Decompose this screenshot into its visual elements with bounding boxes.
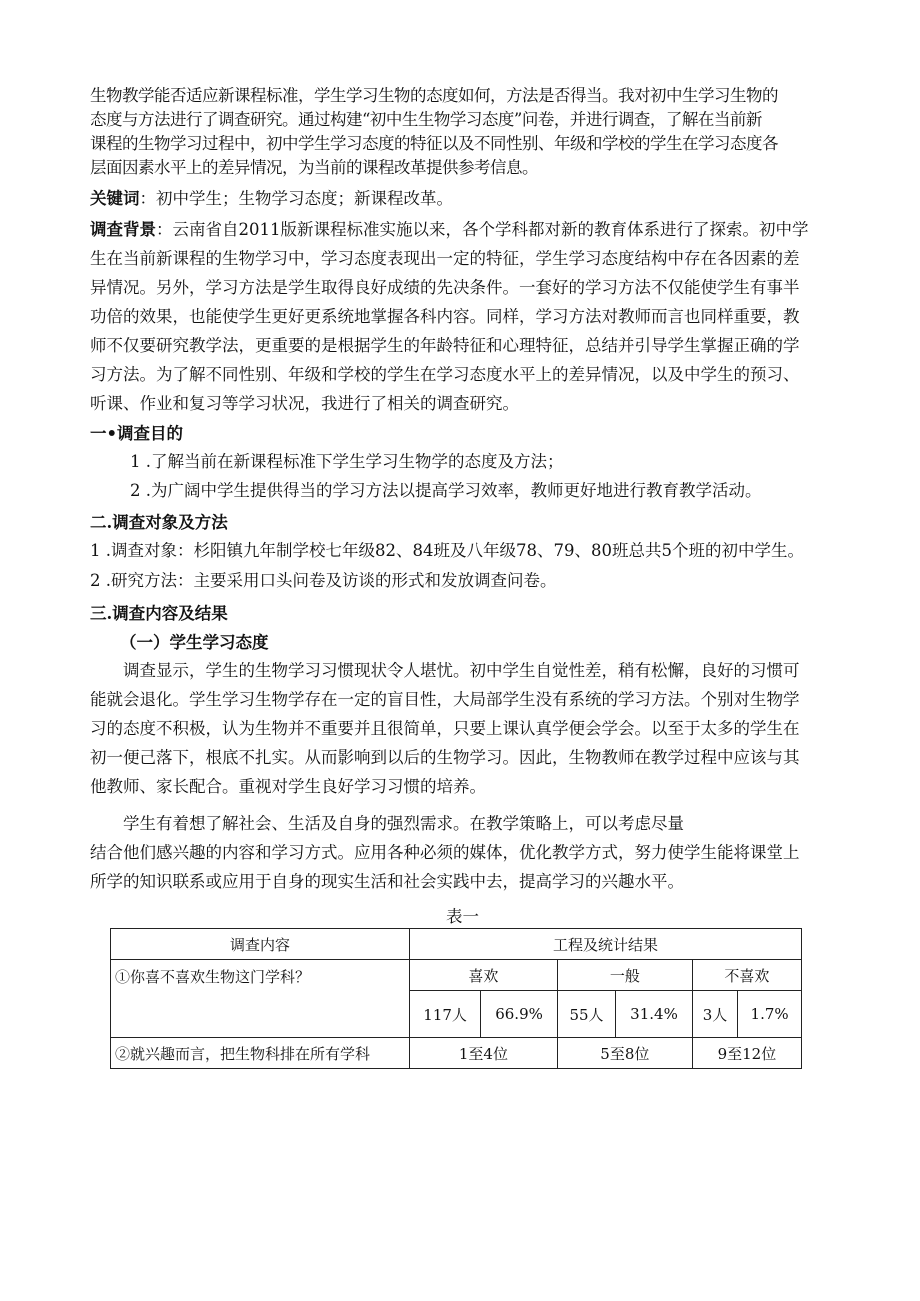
table-row	[111, 960, 802, 991]
option-like: 喜欢	[410, 960, 558, 991]
section2-item: 2 .研究方法：主要采用口头问卷及访谈的形式和发放调查问卷。	[90, 571, 557, 590]
keywords-text: ：初中学生；生物学习态度；新课程改革。	[139, 189, 453, 208]
abstract-line: 课程的生物学习过程中，初中学生学习态度的特征以及不同性别、年级和学校的学生在学习态度各	[90, 134, 778, 153]
keywords-label: 关键词	[90, 189, 140, 208]
section3-paragraph-2	[90, 809, 835, 896]
table-cell: 1至4位	[410, 1038, 558, 1069]
background-line: 师不仅要研究教学法，更重要的是根据学生的年龄特征和心理特征，总结并引导学生掌握正确的学	[90, 336, 800, 355]
option-dislike: 不喜欢	[692, 960, 801, 991]
table-cell: 117人	[410, 991, 481, 1038]
abstract-line: 态度与方法进行了调查研究。通过构建“初中生生物学习态度”问卷，并进行调查，了解在当前新	[90, 110, 762, 129]
paragraph-line: 初一便己落下，根底不扎实。从而影响到以后的生物学习。因此，生物教师在教学过程中应该与其	[90, 748, 800, 767]
header-left: 调查内容	[111, 929, 410, 960]
background-line: 异情况。另外，学习方法是学生取得良好成绩的先决条件。一套好的学习方法不仅能使学生有事半	[90, 278, 800, 297]
section2-heading: 二.调查对象及方法	[90, 513, 228, 532]
table-row	[111, 1038, 802, 1069]
paragraph-line: 调查显示，学生的生物学习习惯现状令人堪忧。初中学生自觉性差，稍有松懈，良好的习惯可	[123, 661, 800, 680]
background-line: 生在当前新课程的生物学习中，学习态度表现出一定的特征，学生学习态度结构中存在各因素的差	[90, 249, 800, 268]
table-cell: 5至8位	[557, 1038, 692, 1069]
background-text: ：云南省自2011版新课程标准实施以来，各个学科都对新的教育体系进行了探索。初中学	[156, 220, 809, 239]
paragraph-line: 学生有着想了解社会、生活及自身的强烈需求。在教学策略上，可以考虑尽量	[123, 814, 684, 833]
section1-heading: 一•调查目的	[90, 424, 184, 443]
background-section	[90, 215, 835, 418]
background-line: 功倍的效果，也能使学生更好更系统地掌握各科内容。同样，学习方法对教师而言也同样重要，教	[90, 307, 800, 326]
section1-item: 1 .了解当前在新课程标准下学生学习生物学的态度及方法；	[130, 452, 564, 471]
background-line: 习方法。为了解不同性别、年级和学校的学生在学习态度水平上的差异情况，以及中学生的预习、	[90, 365, 800, 384]
paragraph-line: 能就会退化。学生学习生物学存在一定的盲目性，大局部学生没有系统的学习方法。个别对生物学	[90, 690, 800, 709]
background-first-line	[90, 215, 835, 244]
paragraph-line: 所学的知识联系或应用于自身的现实生活和社会实践中去，提高学习的兴趣水平。	[90, 872, 684, 891]
section3-heading: 三.调查内容及结果	[90, 604, 228, 623]
abstract-line: 生物教学能否适应新课程标准，学生学习生物的态度如何，方法是否得当。我对初中生学习生物的	[90, 86, 778, 105]
table-cell: 9至12位	[692, 1038, 801, 1069]
keywords	[90, 186, 835, 211]
section3-subheading: （一）学生学习态度	[120, 633, 269, 652]
question-2: ②就兴趣而言，把生物科排在所有学科	[111, 1038, 410, 1069]
table-cell: 55人	[557, 991, 615, 1038]
table-cell: 3人	[692, 991, 737, 1038]
table-caption: 表一	[446, 907, 479, 926]
table-cell: 1.7%	[738, 991, 802, 1038]
survey-table	[110, 928, 802, 1069]
paragraph-line: 他教师、家长配合。重视对学生良好学习习惯的培养。	[90, 777, 486, 796]
table-cell: 66.9%	[481, 991, 558, 1038]
table-cell: 31.4%	[616, 991, 693, 1038]
section3-paragraph-1	[90, 656, 835, 801]
section1-item: 2 .为广阔中学生提供得当的学习方法以提高学习效率，教师更好地进行教育教学活动。	[130, 481, 762, 500]
background-line: 听课、作业和复习等学习状况，我进行了相关的调查研究。	[90, 394, 519, 413]
section2-item: 1 .调查对象：杉阳镇九年制学校七年级82、84班及八年级78、79、80班总共5个班的初中学生。	[90, 541, 804, 560]
paragraph-line: 结合他们感兴趣的内容和学习方式。应用各种必须的媒体，优化教学方式，努力使学生能将课堂上	[90, 843, 800, 862]
table-header-row	[111, 929, 802, 960]
background-label: 调查背景	[90, 220, 156, 239]
option-neutral: 一般	[557, 960, 692, 991]
abstract-line: 层面因素水平上的差异情况，为当前的课程改革提供参考信息。	[90, 158, 538, 177]
paragraph-line: 习的态度不积极，认为生物并不重要并且很简单，只要上课认真学便会学会。以至于太多的学生在	[90, 719, 800, 738]
header-right: 工程及统计结果	[410, 929, 802, 960]
abstract	[90, 84, 835, 180]
document-page	[90, 84, 835, 1063]
question-1: ①你喜不喜欢生物这门学科？	[111, 960, 410, 1038]
